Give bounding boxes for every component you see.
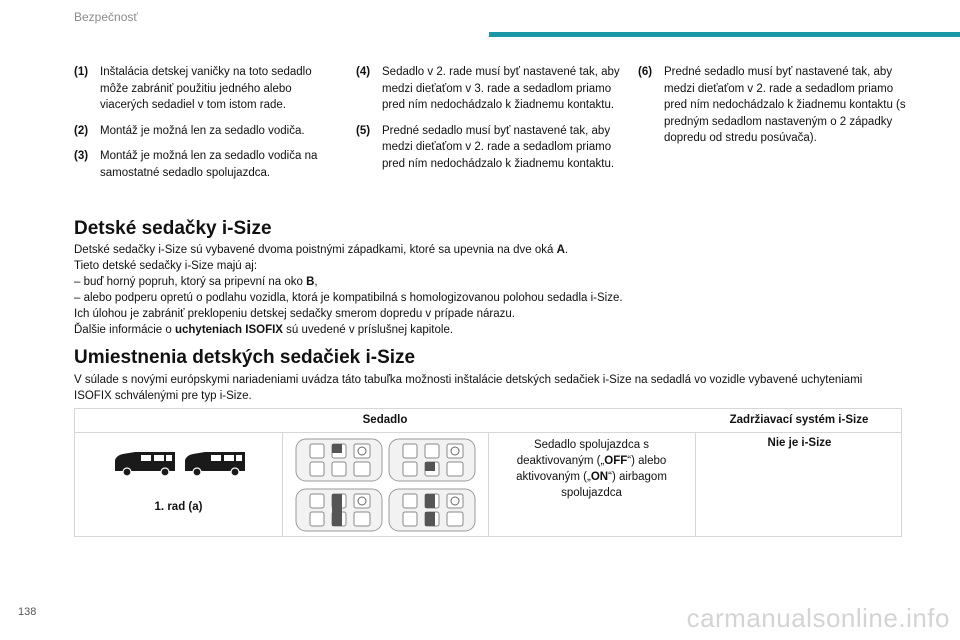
system-cell — [696, 433, 903, 536]
paragraph: Tieto detské sedačky i-Size majú aj: — [74, 260, 258, 272]
note-text: Predné sedadlo musí byť nastavené tak, aby medzi dieťaťom v 2. rade a sedadlom priamo pred ním nedochádzalo k žiadnemu kontaktu (s predným sedadlom nastaveným o 2 západky dopredu od stredu posúvača). — [664, 66, 906, 144]
text-run: . — [564, 244, 569, 256]
van-icon — [185, 452, 245, 476]
note-number: (1) — [74, 66, 89, 78]
table-header-row — [75, 409, 901, 433]
seat-diagram — [389, 489, 475, 531]
table-header-system: Zadržiavací systém i-Size — [729, 414, 869, 426]
section-header-title: Bezpečnosť — [74, 10, 138, 24]
text-run: “) alebo aktivovaným („ — [516, 455, 667, 483]
seat-description-cell — [499, 433, 684, 536]
text-run: sú uvedené v príslušnej kapitole. — [282, 324, 454, 336]
paragraph — [74, 242, 894, 258]
page-number: 138 — [18, 606, 37, 618]
text-run: , — [314, 276, 318, 288]
isize-table — [74, 408, 902, 537]
table-row — [75, 433, 282, 536]
note-text: Inštalácia detskej vaničky na toto sedadlo môže zabrániť použitiu jedného alebo viacerých sedadiel v tom istom rade. — [100, 66, 312, 111]
seat-diagrams-cell — [283, 433, 488, 536]
airbag-on-label: ON — [590, 471, 609, 483]
paragraph: Ich úlohou je zabrániť preklopeniu detskej sedačky smerom dopredu v prípade nárazu. — [74, 308, 515, 320]
note-item — [74, 148, 336, 181]
notes-column-2 — [356, 64, 624, 181]
text-run: Ďalšie informácie o — [74, 324, 175, 336]
watermark: carmanualsonline.info — [686, 603, 950, 633]
section-header-bar — [489, 32, 960, 37]
note-text: Sedadlo v 2. rade musí byť nastavené tak, aby medzi dieťaťom v 3. rade a sedadlom priamo pred ním nedochádzalo k žiadnemu kontaktu. — [382, 66, 620, 111]
anchor-label-b: B — [306, 276, 315, 288]
van-icon — [115, 452, 175, 476]
notes-column-3 — [638, 64, 908, 156]
note-item — [74, 64, 336, 114]
note-number: (5) — [356, 124, 371, 137]
notes-column-1 — [74, 64, 336, 190]
section-title-isize-positions: Umiestnenia detských sedačiek i-Size — [74, 347, 416, 368]
note-number: (6) — [638, 66, 653, 78]
seat-description — [499, 437, 684, 501]
note-text: Predné sedadlo musí byť nastavené tak, aby medzi dieťaťom v 2. rade a sedadlom priamo pred ním nedochádzalo k žiadnemu kontaktu. — [382, 124, 615, 170]
table-header-seat: Sedadlo — [362, 414, 408, 426]
paragraph — [74, 322, 894, 338]
note-number: (4) — [356, 66, 371, 78]
note-text: Montáž je možná len za sedadlo vodiča na samostatné sedadlo spolujazdca. — [100, 150, 318, 179]
paragraph: – alebo podperu opretú o podlahu vozidla, ktorá je kompatibilná s homologizovanou polohou sedadla i-Size. — [74, 292, 623, 304]
section-title-isize: Detské sedačky i-Size — [74, 218, 272, 239]
airbag-off-label: OFF — [604, 455, 628, 467]
text-run: Detské sedačky i-Size sú vybavené dvoma poistnými západkami, ktoré sa upevnia na dve oká — [74, 244, 557, 256]
note-number: (3) — [74, 150, 89, 162]
note-item — [356, 123, 624, 173]
note-number: (2) — [74, 124, 89, 137]
seat-layout-diagrams — [283, 433, 488, 537]
anchor-label-a: A — [556, 244, 565, 256]
paragraph: V súlade s novými európskymi nariadeniami uvádza táto tabuľka možnosti inštalácie detských sedačiek i-Size na sedadlá vo vozidle vybavené uchyteniami ISOFIX schválenými pre typ i-Size. — [74, 374, 863, 402]
section-isize-body — [74, 242, 894, 338]
isofix-reference: uchyteniach ISOFIX — [174, 324, 283, 336]
seat-diagram — [296, 489, 382, 531]
note-text: Montáž je možná len za sedadlo vodiča. — [100, 124, 305, 137]
note-item — [356, 64, 624, 114]
text-run: “) airbagom spolujazdca — [561, 471, 667, 499]
text-run: – buď horný popruh, ktorý sa pripevní na oko — [74, 276, 307, 288]
seat-diagram — [296, 439, 382, 481]
row-label: 1. rad (a) — [154, 501, 203, 513]
note-item — [638, 64, 908, 147]
section-positions-body — [74, 372, 864, 404]
van-icons — [75, 433, 282, 493]
isize-status: Nie je i-Size — [767, 437, 832, 449]
table-divider — [488, 433, 489, 536]
text-run: Sedadlo spolujazdca s deaktivovaným („ — [516, 439, 650, 467]
paragraph — [74, 274, 894, 290]
seat-diagram — [389, 439, 475, 481]
note-item — [74, 123, 336, 140]
